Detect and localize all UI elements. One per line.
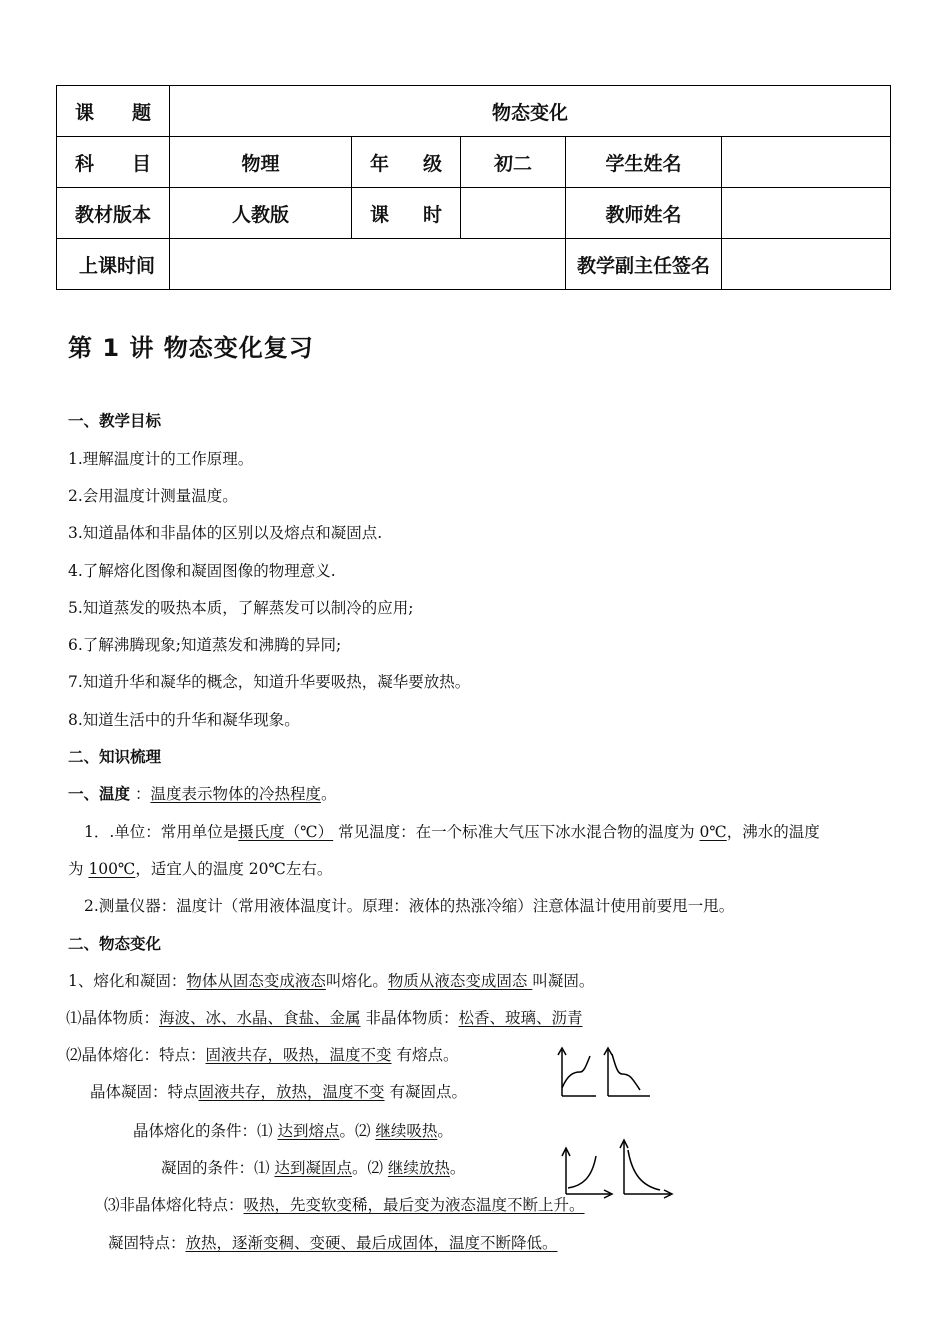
text: 1、熔化和凝固： [68,972,187,990]
text: 晶体凝固：特点 [90,1083,199,1101]
crystal-answer: 海波、冰、水晶、食盐、金属 [159,1009,361,1027]
period-label: 课 时 [352,188,461,239]
boiling-temp-answer: 100℃ [88,860,136,878]
text: 叫熔化。 [325,972,388,990]
crystal-melting [66,1044,458,1066]
text: ⑵晶体熔化：特点： [66,1046,206,1064]
objective-item: 6.了解沸腾现象;知道蒸发和沸腾的异同; [68,636,342,654]
text: 凝固的条件：⑴ [161,1159,275,1177]
objective-item: 1.理解温度计的工作原理。 [68,450,254,468]
amorphous-melting-solidification-graphs [558,1134,678,1200]
edition-value: 人教版 [170,188,352,239]
objective-item: 5.知道蒸发的吸热本质，了解蒸发可以制冷的应用; [68,599,414,617]
text: 非晶体物质： [360,1009,459,1027]
text: 为 [68,860,89,878]
teacher-name-value [722,188,891,239]
melting-definition [68,970,594,992]
text: 有凝固点。 [384,1083,467,1101]
grade-label: 年 级 [352,137,461,188]
objective-item: 3.知道晶体和非晶体的区别以及熔点和凝固点. [68,524,383,542]
solidification-conditions [161,1157,465,1179]
lesson-info-table [56,85,891,290]
text: ⑶非晶体熔化特点： [104,1196,244,1214]
text: 。 [437,1122,453,1140]
topic-label: 课 题 [57,86,170,137]
amorphous-solidification-answer: 放热，逐渐变稠、变硬、最后成固体，温度不断降低。 [185,1234,558,1252]
unit-answer: 摄氏度（℃） [238,823,334,841]
director-sign-label: 教学副主任签名 [566,239,722,290]
text: 晶体熔化的条件：⑴ [133,1122,278,1140]
melting-condition-answer: 继续吸热 [375,1122,438,1140]
amorphous-melting [104,1194,585,1216]
amorphous-melting-answer: 吸热，先变软变稀，最后变为液态温度不断上升。 [243,1196,585,1214]
text: 有熔点。 [391,1046,459,1064]
text: 凝固特点： [108,1234,186,1252]
class-time-value [170,239,566,290]
crystal-types [66,1007,582,1029]
director-sign-value [722,239,891,290]
state-change-heading: 二、物态变化 [68,935,162,953]
text: ，沸水的温度 [726,823,820,841]
crystal-melting-solidification-graphs [552,1044,662,1100]
temperature-heading: 一、温度 [68,785,131,803]
text: 叫凝固。 [532,972,595,990]
objective-item: 8.知道生活中的升华和凝华现象。 [68,711,300,729]
text: ，适宜人的温度 20℃左右。 [135,860,333,878]
temperature-unit-line [84,821,820,843]
edition-label: 教材版本 [57,188,170,239]
temperature-definition [68,783,336,805]
text: 。 [449,1159,466,1177]
subject-value: 物理 [170,137,352,188]
topic-value: 物态变化 [170,86,891,137]
lecture-title: 第 1 讲 物态变化复习 [68,334,314,362]
amorphous-answer: 松香、玻璃、沥青 [458,1009,583,1027]
class-time-label: 上课时间 [57,239,170,290]
objective-item: 7.知道升华和凝华的概念，知道升华要吸热，凝华要放热。 [68,673,471,691]
crystal-solidification [90,1081,467,1103]
temperature-definition-answer: 温度表示物体的冷热程度 [150,785,321,803]
text: ⑴晶体物质： [66,1009,160,1027]
text: 。⑵ [339,1122,376,1140]
amorphous-solidification [108,1232,558,1254]
measuring-instrument: 2.测量仪器：温度计（常用液体温度计。原理：液体的热涨冷缩）注意体温计使用前要甩一甩。 [84,897,735,915]
temperature-unit-line-2 [68,858,332,880]
freezing-temp-answer: 0℃ [699,823,727,841]
solidification-condition-answer: 达到凝固点 [274,1159,352,1177]
period-value [461,188,566,239]
text: 常见温度：在一个标准大气压下冰水混合物的温度为 [333,823,700,841]
text: 1．.单位：常用单位是 [84,823,239,841]
colon: ： [130,785,151,803]
student-name-label: 学生姓名 [566,137,722,188]
crystal-melting-answer: 固液共存，吸热，温度不变 [205,1046,392,1064]
objectives-heading: 一、教学目标 [68,412,162,430]
melting-answer: 物体从固态变成液态 [186,972,326,990]
objective-item: 4.了解熔化图像和凝固图像的物理意义. [68,562,336,580]
melting-condition-answer: 达到熔点 [277,1122,340,1140]
solidification-condition-answer: 继续放热 [387,1159,450,1177]
grade-value: 初二 [461,137,566,188]
melting-conditions [133,1120,453,1142]
student-name-value [722,137,891,188]
solidification-answer: 物质从液态变成固态 [387,972,533,990]
text: 。⑵ [351,1159,388,1177]
teacher-name-label: 教师姓名 [566,188,722,239]
subject-label: 科 目 [57,137,170,188]
knowledge-heading: 二、知识梳理 [68,748,162,766]
period-mark: 。 [320,785,337,803]
crystal-solidification-answer: 固液共存，放热，温度不变 [198,1083,385,1101]
objective-item: 2.会用温度计测量温度。 [68,487,238,505]
